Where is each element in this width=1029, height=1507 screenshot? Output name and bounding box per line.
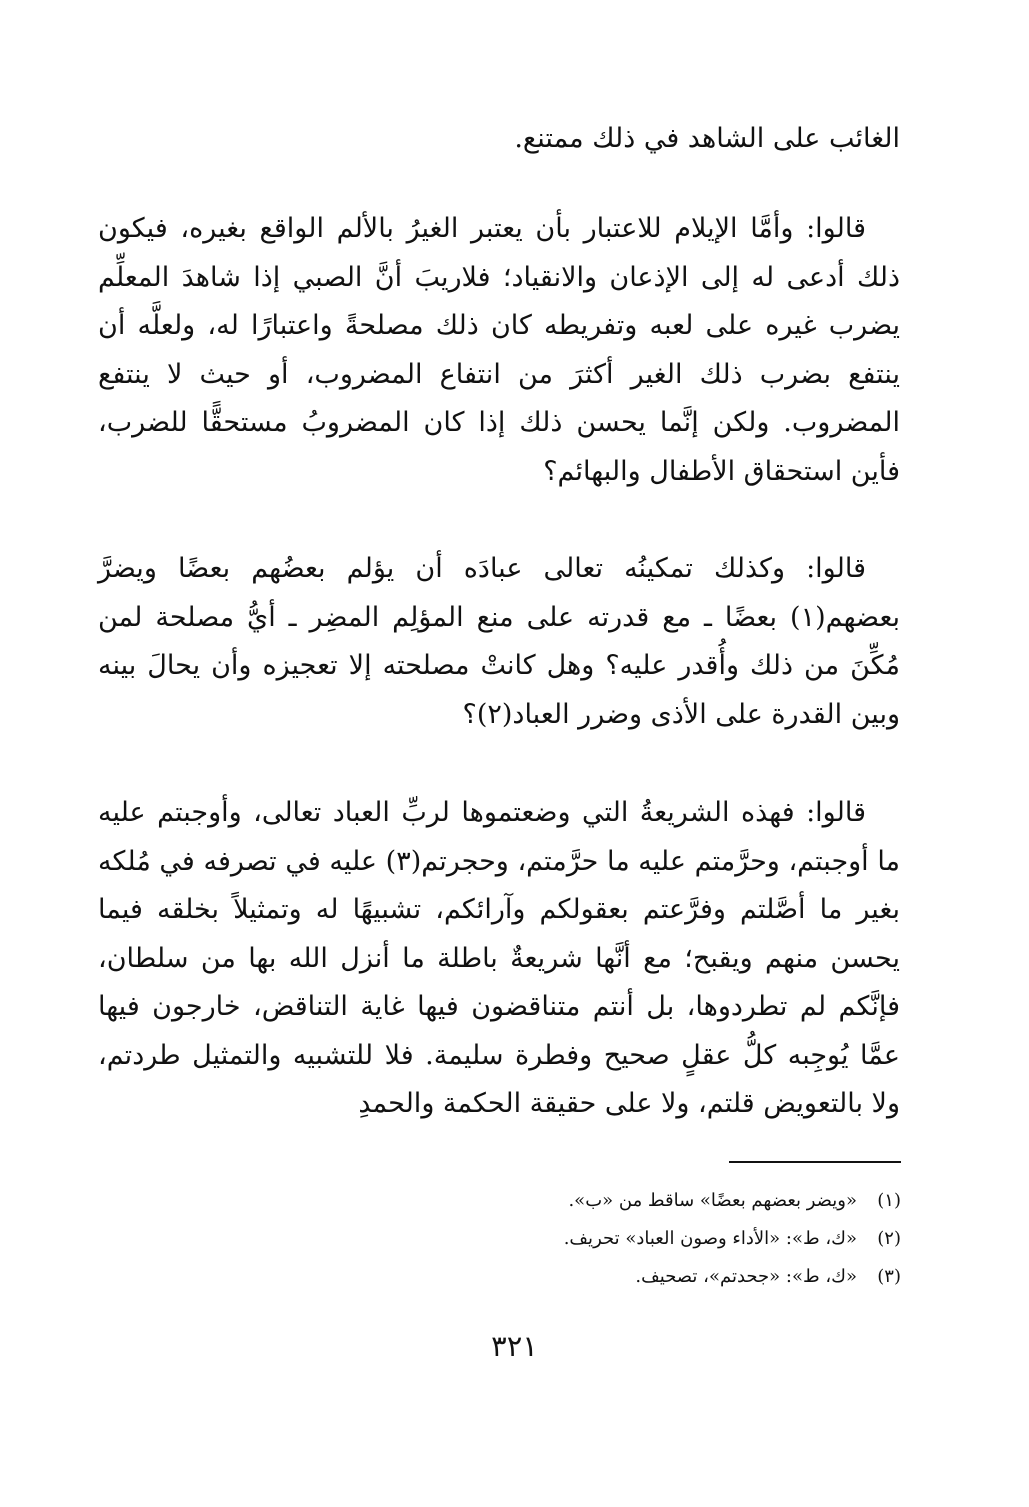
footnote-2-number: (٢) — [877, 1228, 901, 1249]
footnote-1-text: «ويضر بعضهم بعضًا» ساقط من «ب». — [568, 1190, 857, 1211]
continued-text-line: الغائب على الشاهد في ذلك ممتنع. — [514, 123, 900, 154]
footnote-separator — [729, 1161, 901, 1163]
footnote-1 — [261, 1182, 901, 1220]
paragraph-1: قالوا: وأمَّا الإيلام للاعتبار بأن يعتبر الغيرُ بالألم الواقع بغيره، فيكون ذلك أدعى له إلى الإذعان والانقياد؛ فلاريبَ أنَّ الصبي إذا شاهدَ المعلِّم يضرب غيره على لعبه وتفريطه كان ذلك مصلحةً واعتبارًا له، ولعلَّه أن ينتفع بضرب ذلك الغير أكثرَ من انتفاع المضروب، أو حيث لا ينتفع المضروب. ولكن إنَّما يحسن ذلك إذا كان المضروبُ مستحقًّا للضرب، فأين استحقاق الأطفال والبهائم؟ — [98, 213, 900, 487]
footnote-1-number: (١) — [877, 1190, 901, 1211]
footnote-3-number: (٣) — [877, 1266, 901, 1287]
footnote-3-text: «ك، ط»: «جحدتم»، تصحيف. — [635, 1266, 857, 1287]
footnote-3 — [261, 1258, 901, 1296]
footnote-2 — [261, 1220, 901, 1258]
paragraph-3: قالوا: فهذه الشريعةُ التي وضعتموها لربِّ العباد تعالى، وأوجبتم عليه ما أوجبتم، وحرَّمتم عليه ما حرَّمتم، وحجرتم(٣) عليه في تصرفه في مُلكه بغير ما أصَّلتم وفرَّعتم بعقولكم وآرائكم، تشبيهًا له وتمثيلاً بخلقه فيما يحسن منهم ويقبح؛ مع أنَّها شريعةٌ باطلة ما أنزل الله بها من سلطان، فإنَّكم لم تطردوها، بل أنتم متناقضون فيها غاية التناقض، خارجون فيها عمَّا يُوجِبه كلُّ عقلٍ صحيح وفطرة سليمة. فلا للتشبيه والتمثيل طردتم، ولا بالتعويض قلتم، ولا على حقيقة الحكمة والحمدِ — [98, 797, 901, 1119]
page-number: ٣٢١ — [491, 1329, 538, 1363]
footnote-2-text: «ك، ط»: «الأداء وصون العباد» تحريف. — [563, 1228, 857, 1249]
footnotes-list — [261, 1182, 901, 1296]
paragraph-2: قالوا: وكذلك تمكينُه تعالى عبادَه أن يؤلم بعضُهم بعضًا ويضرَّ بعضهم(١) بعضًا ـ مع قدرته على منع المؤلِم المضِر ـ أيُّ مصلحة لمن مُكِّنَ من ذلك وأُقدر عليه؟ وهل كانتْ مصلحته إلا تعجيزه وأن يحالَ بينه وبين القدرة على الأذى وضرر العباد(٢)؟ — [98, 553, 900, 730]
